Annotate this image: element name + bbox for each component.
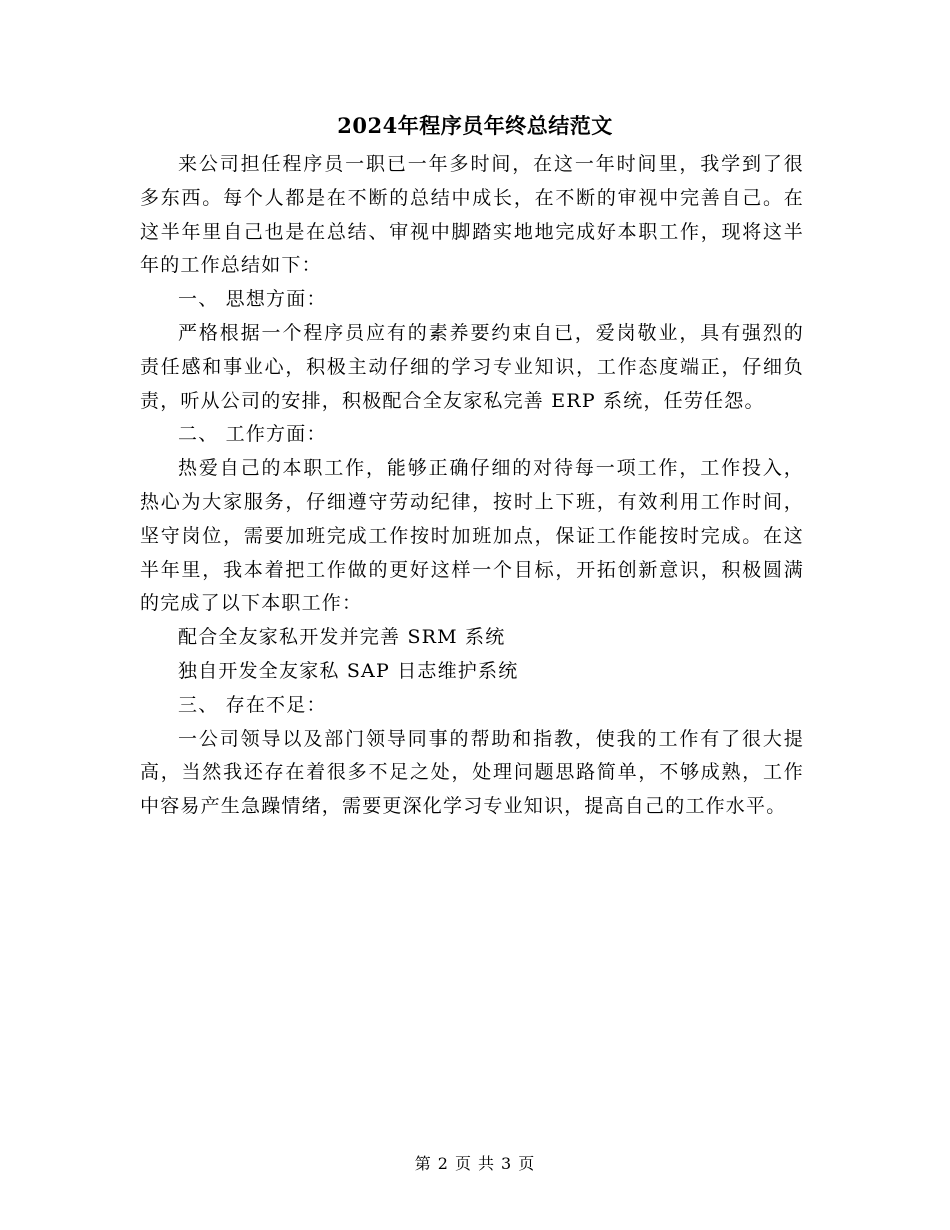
section-heading-thoughts: 一、 思想方面： bbox=[178, 288, 327, 311]
shortcomings-paragraph: 一公司领导以及部门领导同事的帮助和指教，使我的工作有了很大提高，当然我还存在着很多不足之处，处理问题思路简单，不够成熟，工作中容易产生急躁情绪，需要更深化学习专业知识，提高自己的工作水平。 bbox=[140, 727, 804, 818]
work-item-srm: 配合全友家私开发并完善 SRM 系统 bbox=[178, 626, 506, 649]
page-label-prefix: 第 bbox=[414, 1154, 432, 1173]
page-footer bbox=[0, 1152, 950, 1176]
work-paragraph: 热爱自己的本职工作，能够正确仔细的对待每一项工作，工作投入，热心为大家服务，仔细遵守劳动纪律，按时上下班，有效利用工作时间，坚守岗位，需要加班完成工作按时加班加点，保证工作能按时完成。在这半年里，我本着把工作做的更好这样一个目标，开拓创新意识，积极圆满的完成了以下本职工作： bbox=[140, 457, 804, 615]
intro-paragraph: 来公司担任程序员一职已一年多时间，在这一年时间里，我学到了很多东西。每个人都是在不断的总结中成长，在不断的审视中完善自己。在这半年里自己也是在总结、审视中脚踏实地地完成好本职工作，现将这半年的工作总结如下： bbox=[140, 153, 804, 277]
total-pages-number: 3 bbox=[501, 1154, 513, 1173]
current-page-number: 2 bbox=[437, 1154, 449, 1173]
work-item-sap: 独自开发全友家私 SAP 日志维护系统 bbox=[178, 659, 519, 682]
page-label-middle: 页 共 bbox=[454, 1154, 496, 1173]
document-title: 2024年程序员年终总结范文 bbox=[337, 113, 613, 138]
section-heading-shortcomings: 三、 存在不足： bbox=[178, 693, 327, 716]
page-label-suffix: 页 bbox=[518, 1154, 536, 1173]
thoughts-paragraph: 严格根据一个程序员应有的素养要约束自已，爱岗敬业，具有强烈的责任感和事业心，积极主动仔细的学习专业知识，工作态度端正，仔细负责，听从公司的安排，积极配合全友家私完善 ERP 系统，任劳任怨。 bbox=[140, 321, 804, 412]
document-body bbox=[140, 148, 804, 824]
section-heading-work: 二、 工作方面： bbox=[178, 423, 327, 446]
